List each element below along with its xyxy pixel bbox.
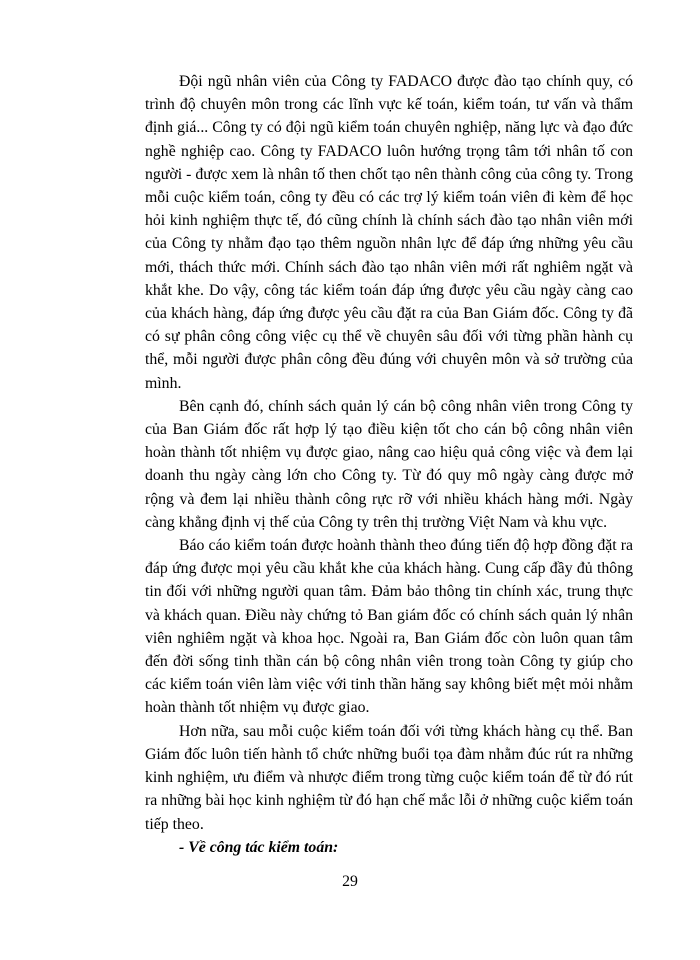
paragraph-audit-reports: Báo cáo kiểm toán được hoành thành theo đúng tiến độ hợp đồng đặt ra đáp ứng được mọi yêu cầu khắt khe của khách hàng. Cung cấp đầy đủ thông tin đối với những người quan tâm. Đảm bảo thông tin chính xác, trung thực và khách quan. Điều này chứng tỏ Ban giám đốc có chính sách quản lý nhân viên nghiêm ngặt và khoa học. Ngoài ra, Ban Giám đốc còn luôn quan tâm đến đời sống tinh thần cán bộ công nhân viên trong toàn Công ty giúp cho các kiểm toán viên làm việc với tinh thần hăng say không biết mệt mỏi nhằm hoàn thành tốt nhiệm vụ được giao. <box>145 537 633 717</box>
section-heading-audit-work: - Về công tác kiểm toán: <box>179 838 339 856</box>
page-number: 29 <box>342 873 358 890</box>
paragraph-management-policy: Bên cạnh đó, chính sách quản lý cán bộ công nhân viên trong Công ty của Ban Giám đốc rất hợp lý tạo điều kiện tốt cho cán bộ công nhân viên hoàn thành tốt nhiệm vụ được giao, nâng cao hiệu quả công việc và đem lại doanh thu ngày càng lớn cho Công ty. Từ đó quy mô ngày càng được mở rộng và đem lại nhiều thành công rực rỡ với nhiều khách hàng mới. Ngày càng khẳng định vị thế của Công ty trên thị trường Việt Nam và khu vực. <box>145 397 633 531</box>
paragraph-staff-training: Đội ngũ nhân viên của Công ty FADACO được đào tạo chính quy, có trình độ chuyên môn trong các lĩnh vực kế toán, kiểm toán, tư vấn và thẩm định giá... Công ty có đội ngũ kiểm toán chuyên nghiệp, năng lực và đạo đức nghề nghiệp cao. Công ty FADACO luôn hướng trọng tâm tới nhân tố con người - được xem là nhân tố then chốt tạo nên thành công của công ty. Trong mỗi cuộc kiểm toán, công ty đều có các trợ lý kiểm toán viên đi kèm để học hỏi kinh nghiệm thực tế, đó cũng chính là chính sách đào tạo nhân viên mới của Công ty nhằm đạo tạo thêm nguồn nhân lực để đáp ứng những yêu cầu mới, thách thức mới. Chính sách đào tạo nhân viên mới rất nghiêm ngặt và khắt khe. Do vậy, công tác kiểm toán đáp ứng được yêu cầu ngày càng cao của khách hàng, đáp ứng được yêu cầu đặt ra của Ban Giám đốc. Công ty đã có sự phân công công việc cụ thể về chuyên sâu đối với từng phần hành cụ thể, mỗi người được phân công đều đúng với chuyên môn và sở trường của mình. <box>145 73 633 392</box>
document-body <box>145 70 633 859</box>
paragraph-lessons-learned: Hơn nữa, sau mỗi cuộc kiểm toán đối với từng khách hàng cụ thể. Ban Giám đốc luôn tiến hành tổ chức những buổi tọa đàm nhằm đúc rút ra những kinh nghiệm, ưu điểm và nhược điểm trong từng cuộc kiểm toán để từ đó rút ra những bài học kinh nghiệm từ đó hạn chế mắc lỗi ở những cuộc kiểm toán tiếp theo. <box>145 722 633 833</box>
